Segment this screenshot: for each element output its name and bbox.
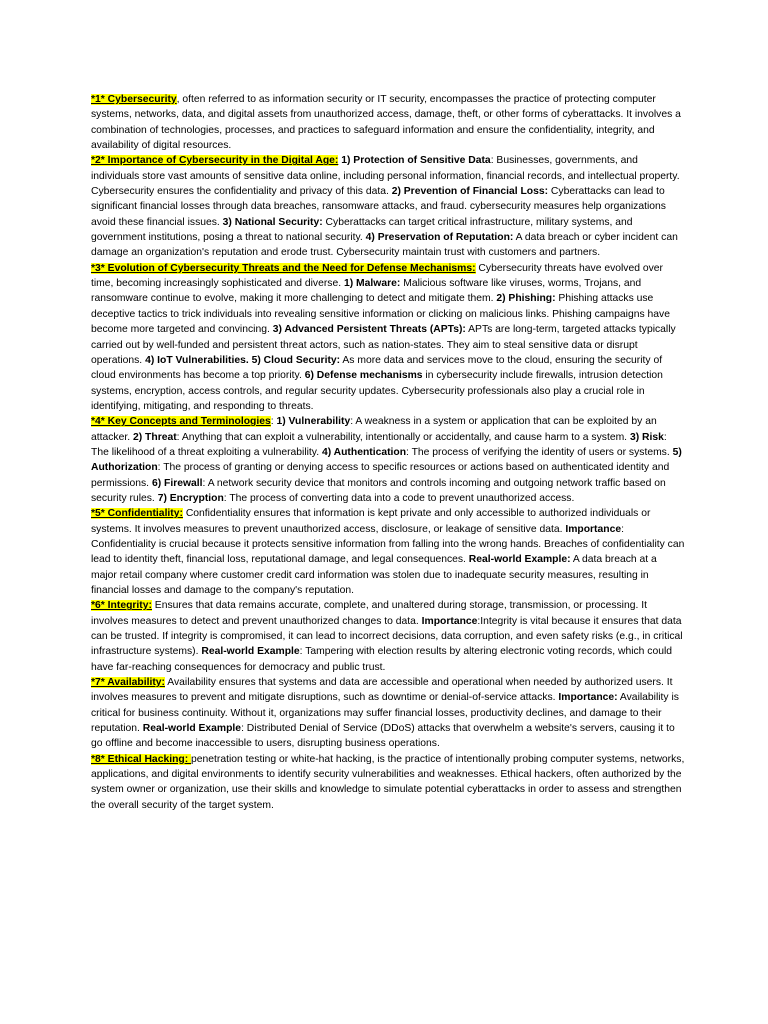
bold-term: 1) Protection of Sensitive Data (341, 155, 491, 167)
bold-term: 7) Encryption (157, 492, 224, 504)
section-heading: *2* Importance of Cybersecurity in the Digital Age: (91, 155, 339, 167)
section-heading: *4* Key Concepts and Terminologies (91, 416, 271, 428)
paragraph-6 (91, 598, 685, 675)
body-text: : (270, 416, 277, 428)
body-text: A data breach at a major retail company where customer credit card information was stolen due to inadequate security measures, resulting in financial losses and damage to the company's reputation. (91, 554, 657, 596)
body-text: As more data and services move to the cloud, ensuring the security of cloud environments has become a top priority. (91, 354, 663, 382)
body-text: Availability ensures that systems and data are accessible and operational when needed by authorized users. It involves measures to prevent and mitigate disruptions, such as downtime or denial-of-service attacks. (91, 677, 673, 704)
section-heading: *6* Integrity: (91, 600, 152, 612)
body-text: , often referred to as information security or IT security, encompasses the practice of protecting computer systems, networks, data, and digital assets from unauthorized access, damage, theft, or other forms of cyberattacks. It involves a combination of technologies, processes, and practices to safeguard information and ensure the confidentiality, integrity, and availability of digital resources. (91, 94, 681, 152)
body-text: : Tampering with election results by altering electronic voting records, which could have far-reaching consequences for democracy and public trust. (91, 646, 673, 673)
bold-term: 3) Risk (629, 431, 664, 443)
body-text: : Distributed Denial of Service (DDoS) attacks that overwhelm a website's servers, causing it to go offline and become inaccessible to users, disrupting business operations. (91, 723, 675, 750)
section-heading: *1* Cybersecurity (91, 94, 177, 105)
body-text: : Confidentiality is crucial because it protects sensitive information from falling into the wrong hands. Breaches of confidentiality can lead to identity theft, financial loss, reputational damage, and legal consequences. (91, 523, 685, 566)
body-text: : The process of converting data into a code to prevent unauthorized access. (223, 492, 575, 504)
body-text: : Businesses, governments, and individuals store vast amounts of sensitive data online, including personal information, financial records, and intellectual property. Cybersecurity ensures the confidentiality and privacy of this data. (91, 155, 680, 198)
body-text: Cyberattacks can target critical infrastructure, military systems, and government institutions, posing a threat to national security. (91, 216, 633, 244)
paragraph-8 (91, 752, 685, 813)
body-text: penetration testing or white-hat hacking, is the practice of intentionally probing computer systems, networks, applications, and digital environments to identify security vulnerabilities and weaknesses. Ethical hackers, often authorized by the system owner or organization, use their skills and knowledge to simulate potential cyberattacks in order to assess and strengthen the overall security of the target system. (91, 753, 685, 811)
bold-term: 1) Malware: (343, 278, 401, 290)
bold-term: Importance: (558, 692, 618, 704)
paragraph-5 (91, 506, 685, 598)
bold-term: 4) IoT Vulnerabilities. 5) Cloud Security: (145, 354, 341, 366)
bold-term: 2) Phishing: (496, 293, 556, 305)
body-text: Malicious software like viruses, worms, Trojans, and ransomware continue to evolve, making it more challenging to detect and mitigate them. (91, 278, 642, 305)
bold-term: 4) Preservation of Reputation: (365, 232, 514, 244)
bold-term: 2) Prevention of Financial Loss: (391, 186, 549, 198)
bold-term: 6) Firewall (151, 477, 203, 489)
body-text: : The process of granting or denying access to specific resources or actions based on authenticated identity and permissions. (91, 462, 670, 489)
bold-term: Real-world Example (201, 646, 300, 658)
body-text: Availability is critical for business continuity. Without it, organizations may suffer financial losses, productivity declines, and damage to their reputation. (91, 692, 679, 735)
body-text: Confidentiality ensures that information is kept private and only accessible to authorized individuals or systems. It involves measures to prevent unauthorized access, disclosure, or leakage of sensitive data. (91, 508, 651, 535)
body-text: :Integrity is vital because it ensures that data can be trusted. If integrity is compromised, it can lead to incorrect decisions, data corruption, and even safety risks (e.g., in critical infrastructure systems). (91, 615, 683, 658)
section-heading: *8* Ethical Hacking: (91, 753, 192, 765)
body-text: : The likelihood of a threat exploiting a vulnerability. (91, 431, 667, 458)
paragraph-1 (91, 92, 685, 153)
bold-term: 4) Authentication (321, 446, 407, 458)
bold-term: 3) Advanced Persistent Threats (APTs): (272, 324, 466, 336)
body-text: Cybersecurity threats have evolved over time, becoming increasingly sophisticated and diverse. (91, 262, 663, 290)
body-text: : The process of verifying the identity of users or systems. (406, 446, 673, 458)
bold-term: 3) National Security: (222, 216, 323, 228)
body-text: : A network security device that monitors and controls incoming and outgoing network traffic based on security rules. (91, 477, 666, 504)
section-heading: *7* Availability: (91, 677, 165, 689)
bold-term: Real-world Example (142, 723, 242, 735)
body-text: : Anything that can exploit a vulnerability, intentionally or accidentally, and cause harm to a system. (176, 431, 630, 443)
bold-term: Importance (421, 615, 478, 627)
bold-term: 5) Authorization (91, 446, 682, 474)
body-text: in cybersecurity include firewalls, intrusion detection systems, encryption, access controls, and regular security updates. Cybersecurity professionals also play a crucial role in identifying, mitigating, and responding to threats. (91, 370, 663, 412)
body-text: APTs are long-term, targeted attacks typically carried out by well-funded and persistent threat actors, such as nation-states. They aim to steal sensitive data or disrupt operations. (91, 324, 676, 366)
paragraph-7 (91, 675, 685, 752)
body-text: : A weakness in a system or application that can be exploited by an attacker. (91, 416, 657, 443)
body-text: Ensures that data remains accurate, complete, and unaltered during storage, transmission, or processing. It involves measures to detect and prevent unauthorized changes to data. (91, 600, 647, 627)
paragraph-4 (91, 414, 685, 506)
body-text: Cyberattacks can lead to significant financial losses through data breaches, ransomware attacks, and fraud. cybersecurity measures help organizations avoid these financial issues. (91, 186, 666, 228)
bold-term: 1) Vulnerability (276, 416, 351, 428)
bold-term: Real-world Example: (468, 554, 571, 566)
body-text: A data breach or cyber incident can damage an organization's reputation and erode trust. Cybersecurity maintain trust with customers and partners. (91, 232, 678, 259)
bold-term: Importance (565, 523, 622, 535)
paragraph-3 (91, 261, 685, 414)
bold-term: 6) Defense mechanisms (304, 370, 423, 382)
bold-term: 2) Threat (132, 431, 177, 443)
section-heading: *5* Confidentiality: (91, 508, 183, 520)
section-heading: *3* Evolution of Cybersecurity Threats and the Need for Defense Mechanisms: (91, 262, 476, 274)
document-body (91, 92, 685, 813)
body-text: Phishing attacks use deceptive tactics to trick individuals into revealing sensitive information or clicking on malicious links. Phishing campaigns have become more targeted and convincing. (91, 293, 670, 336)
paragraph-2 (91, 153, 685, 260)
